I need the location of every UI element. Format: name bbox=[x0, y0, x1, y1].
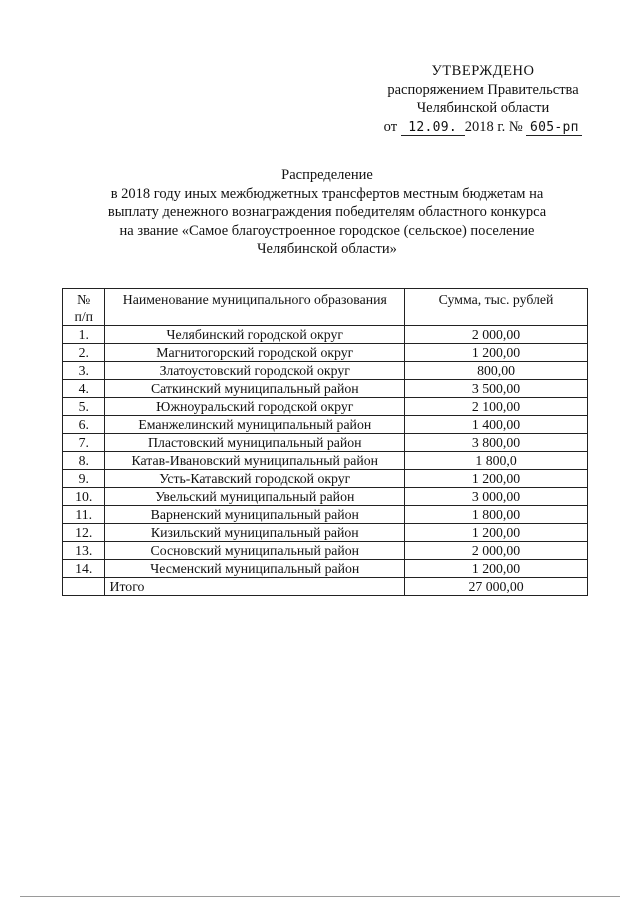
heading-title: Распределение bbox=[281, 167, 373, 183]
approval-line-ordinance: распоряжением Правительства bbox=[387, 81, 579, 98]
row-name: Варненский муниципальный район bbox=[105, 506, 405, 524]
header-num-symbol: № bbox=[77, 292, 91, 307]
row-num: 13. bbox=[63, 542, 105, 560]
table-row bbox=[63, 488, 588, 506]
row-name: Пластовский муниципальный район bbox=[105, 434, 405, 452]
row-num: 4. bbox=[63, 380, 105, 398]
header-sum: Сумма, тыс. рублей bbox=[405, 289, 588, 326]
header-num bbox=[63, 289, 105, 326]
row-num: 3. bbox=[63, 362, 105, 380]
total-sum: 27 000,00 bbox=[405, 578, 588, 596]
table-row bbox=[63, 362, 588, 380]
row-sum: 800,00 bbox=[405, 362, 588, 380]
row-sum: 2 000,00 bbox=[405, 326, 588, 344]
row-num: 2. bbox=[63, 344, 105, 362]
row-sum: 1 800,0 bbox=[405, 452, 588, 470]
header-name: Наименование муниципального образования bbox=[105, 289, 405, 326]
table-row bbox=[63, 398, 588, 416]
table-row bbox=[63, 560, 588, 578]
row-name: Катав-Ивановский муниципальный район bbox=[105, 452, 405, 470]
approval-number: 605-рп bbox=[526, 121, 582, 136]
heading-line-3: выплату денежного вознаграждения победителям областного конкурса bbox=[107, 204, 547, 220]
distribution-table bbox=[62, 288, 588, 596]
table-row bbox=[63, 470, 588, 488]
row-sum: 1 800,00 bbox=[405, 506, 588, 524]
table-header-row bbox=[63, 289, 588, 326]
row-sum: 1 200,00 bbox=[405, 560, 588, 578]
row-num: 11. bbox=[63, 506, 105, 524]
row-num: 7. bbox=[63, 434, 105, 452]
row-num: 9. bbox=[63, 470, 105, 488]
heading-line-5: Челябинской области» bbox=[257, 241, 397, 257]
row-num: 1. bbox=[63, 326, 105, 344]
approval-date-line bbox=[378, 118, 588, 137]
row-num: 12. bbox=[63, 524, 105, 542]
heading-line-2: в 2018 году иных межбюджетных трансфертов местным бюджетам на bbox=[110, 185, 544, 202]
table-row bbox=[63, 524, 588, 542]
row-name: Саткинский муниципальный район bbox=[105, 380, 405, 398]
row-name: Златоустовский городской округ bbox=[105, 362, 405, 380]
approval-date: 12.09. bbox=[401, 121, 465, 136]
row-sum: 3 800,00 bbox=[405, 434, 588, 452]
table-row bbox=[63, 380, 588, 398]
row-sum: 2 100,00 bbox=[405, 398, 588, 416]
header-num-pp: п/п bbox=[74, 309, 94, 324]
row-num: 10. bbox=[63, 488, 105, 506]
approval-title: УТВЕРЖДЕНО bbox=[431, 63, 535, 79]
row-name: Магнитогорский городской округ bbox=[105, 344, 405, 362]
row-sum: 1 200,00 bbox=[405, 344, 588, 362]
row-name: Чесменский муниципальный район bbox=[105, 560, 405, 578]
row-num: 14. bbox=[63, 560, 105, 578]
row-sum: 3 500,00 bbox=[405, 380, 588, 398]
row-name: Кизильский муниципальный район bbox=[105, 524, 405, 542]
row-sum: 1 200,00 bbox=[405, 470, 588, 488]
row-sum: 1 200,00 bbox=[405, 524, 588, 542]
approval-stamp bbox=[378, 62, 588, 136]
row-num: 8. bbox=[63, 452, 105, 470]
approval-line-region: Челябинской области bbox=[416, 100, 550, 116]
approval-prefix: от bbox=[383, 118, 398, 135]
heading-line-4: на звание «Самое благоустроенное городское (сельское) поселение bbox=[119, 222, 535, 239]
approval-year: 2018 г. № bbox=[464, 118, 523, 135]
table-row bbox=[63, 434, 588, 452]
row-num: 5. bbox=[63, 398, 105, 416]
row-sum: 3 000,00 bbox=[405, 488, 588, 506]
total-num-empty bbox=[63, 578, 105, 596]
row-num: 6. bbox=[63, 416, 105, 434]
document-heading bbox=[60, 166, 594, 259]
row-sum: 2 000,00 bbox=[405, 542, 588, 560]
table-row bbox=[63, 416, 588, 434]
row-name: Южноуральский городской округ bbox=[105, 398, 405, 416]
row-name: Усть-Катавский городской округ bbox=[105, 470, 405, 488]
table-row bbox=[63, 506, 588, 524]
page-bottom-rule bbox=[20, 896, 620, 897]
table-row bbox=[63, 452, 588, 470]
table-row bbox=[63, 326, 588, 344]
row-sum: 1 400,00 bbox=[405, 416, 588, 434]
total-label: Итого bbox=[105, 578, 405, 596]
row-name: Сосновский муниципальный район bbox=[105, 542, 405, 560]
row-name: Челябинский городской округ bbox=[105, 326, 405, 344]
row-name: Еманжелинский муниципальный район bbox=[105, 416, 405, 434]
row-name: Увельский муниципальный район bbox=[105, 488, 405, 506]
table-total-row bbox=[63, 578, 588, 596]
table-row bbox=[63, 344, 588, 362]
table-row bbox=[63, 542, 588, 560]
